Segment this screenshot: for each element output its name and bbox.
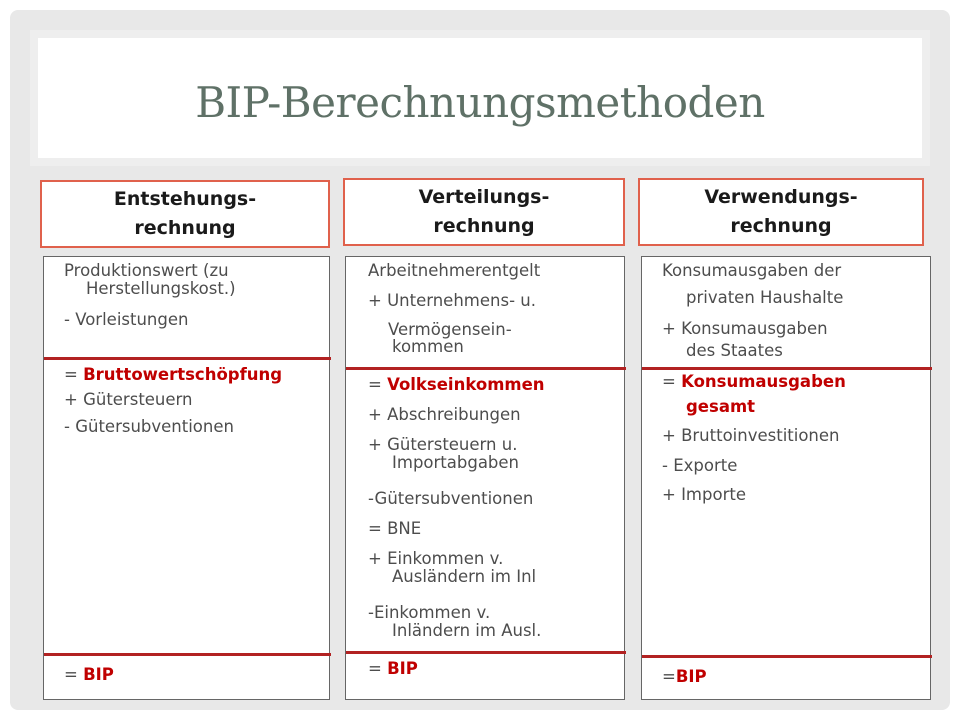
importabgaben-line: Importabgaben (392, 453, 520, 472)
konsumausgaben-privat-line: Konsumausgaben der (662, 261, 842, 280)
konsumausgaben-privat-line-cont: privaten Haushalte (686, 288, 844, 307)
divider-rule (346, 367, 626, 370)
column-entstehungsrechnung (43, 256, 330, 700)
einkommen-inlaender-line-cont: Inländern im Ausl. (392, 621, 542, 640)
header-line-1: Verwendungs- (704, 186, 858, 208)
produktionswert-line: Produktionswert (zu (64, 261, 229, 280)
divider-rule-bottom (346, 651, 626, 654)
bip-result-line (64, 665, 114, 685)
unternehmens-line: + Unternehmens- u. (368, 291, 536, 310)
column-verteilungsrechnung (345, 256, 625, 700)
equals-prefix: = (64, 665, 84, 684)
konsumausgaben-gesamt-label: gesamt (686, 397, 756, 416)
divider-rule (44, 357, 331, 360)
konsumausgaben-staat-line: + Konsumausgaben (662, 319, 828, 338)
column-verwendungsrechnung (641, 256, 931, 700)
bip-result-line (368, 659, 418, 679)
arbeitnehmerentgelt-line: Arbeitnehmerentgelt (368, 261, 541, 280)
bruttowertschoepfung-line (64, 365, 282, 385)
header-line-2: rechnung (433, 215, 535, 237)
abschreibungen-line: + Abschreibungen (368, 405, 521, 424)
header-verteilungsrechnung (343, 178, 625, 246)
einkommen-auslaender-line-cont: Ausländern im Inl (392, 567, 537, 586)
title-band (30, 30, 930, 166)
bip-label: BIP (675, 667, 707, 686)
divider-rule-bottom (642, 655, 932, 658)
konsumausgaben-gesamt-line (662, 372, 846, 392)
header-line-2: rechnung (730, 215, 832, 237)
bruttoinvestitionen-line: + Bruttoinvestitionen (662, 426, 840, 445)
vermoegens-line-cont: kommen (392, 337, 464, 356)
vermoegens-line: Vermögensein- (388, 320, 512, 339)
header-verwendungsrechnung (638, 178, 924, 246)
vorleistungen-line: - Vorleistungen (64, 310, 189, 329)
einkommen-auslaender-line: + Einkommen v. (368, 549, 504, 568)
header-entstehungsrechnung (40, 180, 330, 248)
produktionswert-line-cont: Herstellungskost.) (86, 279, 236, 298)
importe-line: + Importe (662, 485, 746, 504)
konsumausgaben-staat-line-cont: des Staates (686, 341, 783, 360)
bip-label: BIP (387, 659, 418, 678)
guetersteuern-line: + Gütersteuern u. (368, 435, 518, 454)
bip-label: BIP (83, 665, 114, 684)
equals-prefix: = (368, 659, 388, 678)
guetersubventionen-line: - Gütersubventionen (64, 417, 234, 436)
konsumausgaben-label: Konsumausgaben (681, 372, 846, 391)
volkseinkommen-label: Volkseinkommen (387, 375, 545, 394)
header-line-1: Entstehungs- (113, 188, 257, 210)
bruttowertschoepfung-label: Bruttowertschöpfung (83, 365, 283, 384)
slide-title: BIP-Berechnungsmethoden (195, 78, 765, 127)
equals-prefix: = (662, 372, 682, 391)
divider-rule-bottom (44, 653, 331, 656)
header-line-1: Verteilungs- (418, 186, 550, 208)
equals-prefix: = (64, 365, 84, 384)
guetersubventionen-line: -Gütersubventionen (368, 489, 534, 508)
divider-rule (642, 367, 932, 370)
einkommen-inlaender-line: -Einkommen v. (368, 603, 491, 622)
header-line-2: rechnung (134, 217, 236, 239)
guetersteuern-line: + Gütersteuern (64, 390, 193, 409)
bne-line: = BNE (368, 519, 422, 538)
bip-result-line (662, 667, 707, 687)
volkseinkommen-line (368, 375, 545, 395)
exporte-line: - Exporte (662, 456, 738, 475)
equals-prefix: = (368, 375, 388, 394)
equals-prefix: = (662, 667, 676, 686)
